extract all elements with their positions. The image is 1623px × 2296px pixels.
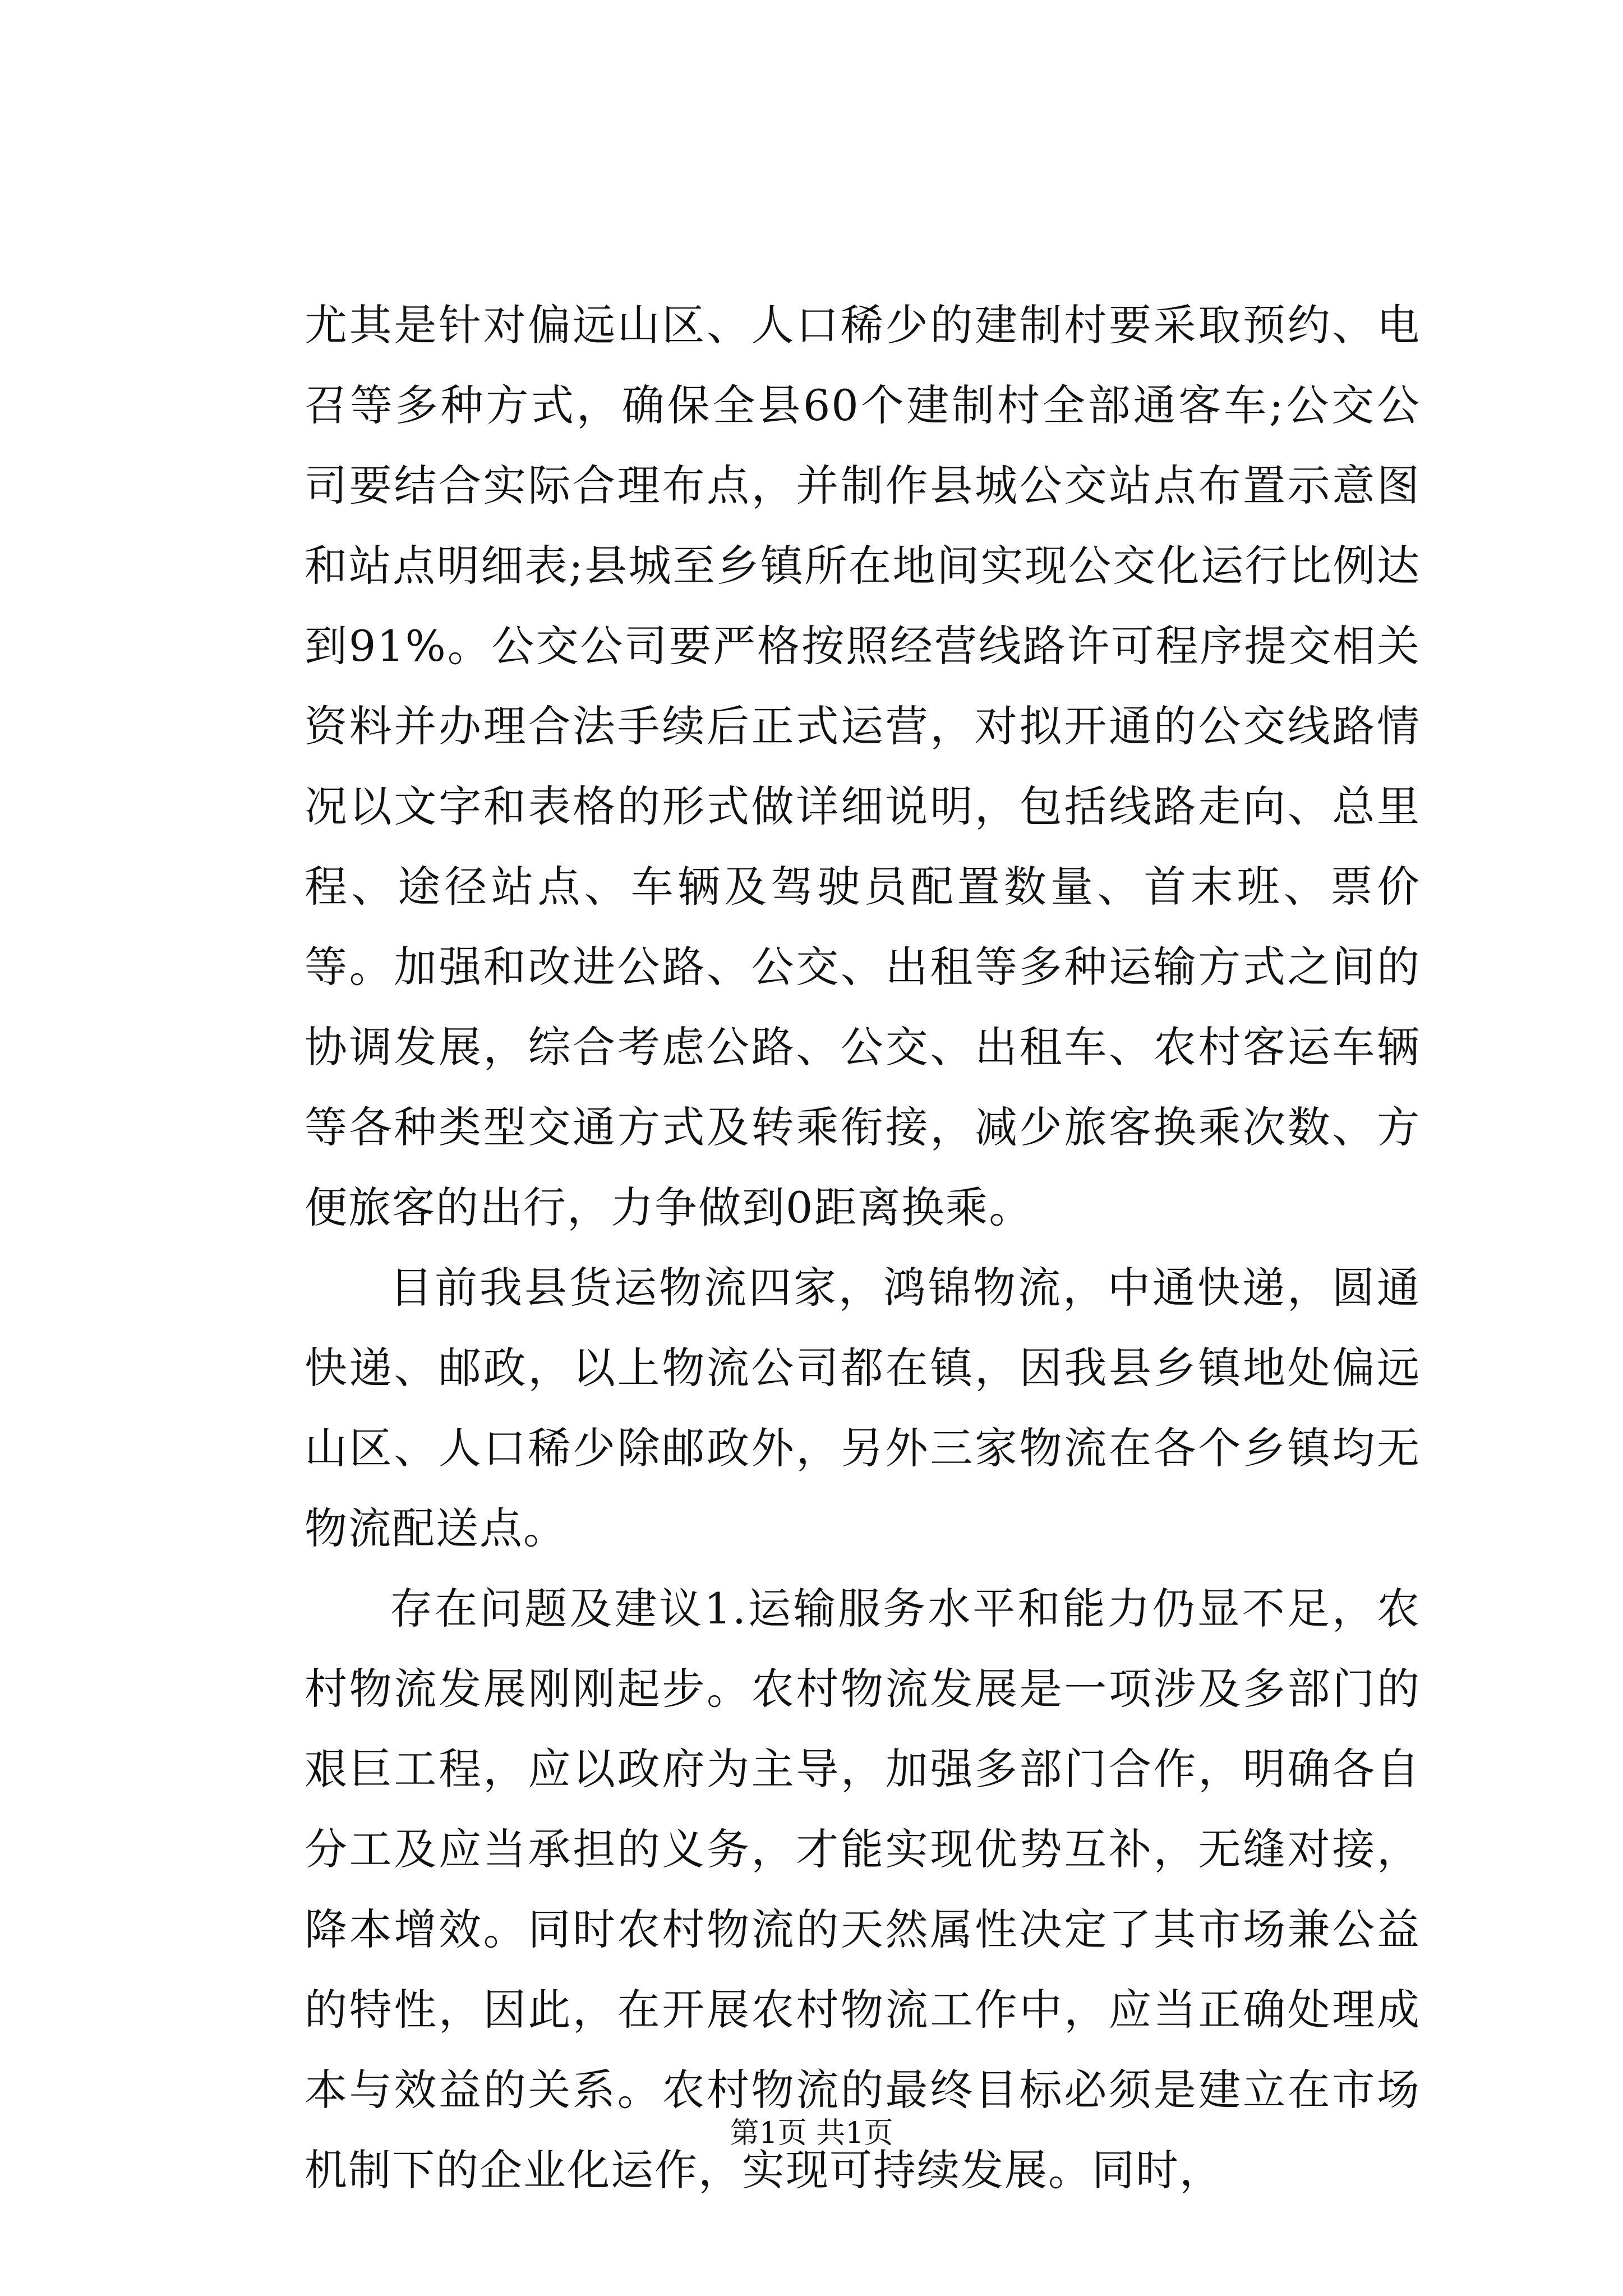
page-footer: 第1页 共1页: [730, 2116, 893, 2150]
paragraph-problems-suggestions: 存在问题及建议1.运输服务水平和能力仍显不足，农村物流发展刚刚起步。农村物流发展是一项涉及多部门的艰巨工程，应以政府为主导，加强多部门合作，明确各自分工及应当承担的义务，才能实现优势互补，无缝对接，降本增效。同时农村物流的天然属性决定了其市场兼公益的特性，因此，在开展农村物流工作中，应当正确处理成本与效益的关系。农村物流的最终目标必须是建立在市场机制下的企业化运作，实现可持续发展。同时，: [305, 1584, 1421, 2195]
paragraph-continued: 尤其是针对偏远山区、人口稀少的建制村要采取预约、电召等多种方式，确保全县60个建制村全部通客车;公交公司要结合实际合理布点，并制作县城公交站点布置示意图和站点明细表;县城至乡镇所在地间实现公交化运行比例达到91%。公交公司要严格按照经营线路许可程序提交相关资料并办理合法手续后正式运营，对拟开通的公交线路情况以文字和表格的形式做详细说明，包括线路走向、总里程、途径站点、车辆及驾驶员配置数量、首末班、票价等。加强和改进公路、公交、出租等多种运输方式之间的协调发展，综合考虑公路、公交、出租车、农村客运车辆等各种类型交通方式及转乘衔接，减少旅客换乘次数、方便旅客的出行，力争做到0距离换乘。: [305, 300, 1421, 1232]
document-body: [305, 285, 1421, 2210]
paragraph-freight-logistics: 目前我县货运物流四家，鸿锦物流，中通快递，圆通快递、邮政，以上物流公司都在镇，因我县乡镇地处偏远山区、人口稀少除邮政外，另外三家物流在各个乡镇均无物流配送点。: [305, 1263, 1421, 1553]
